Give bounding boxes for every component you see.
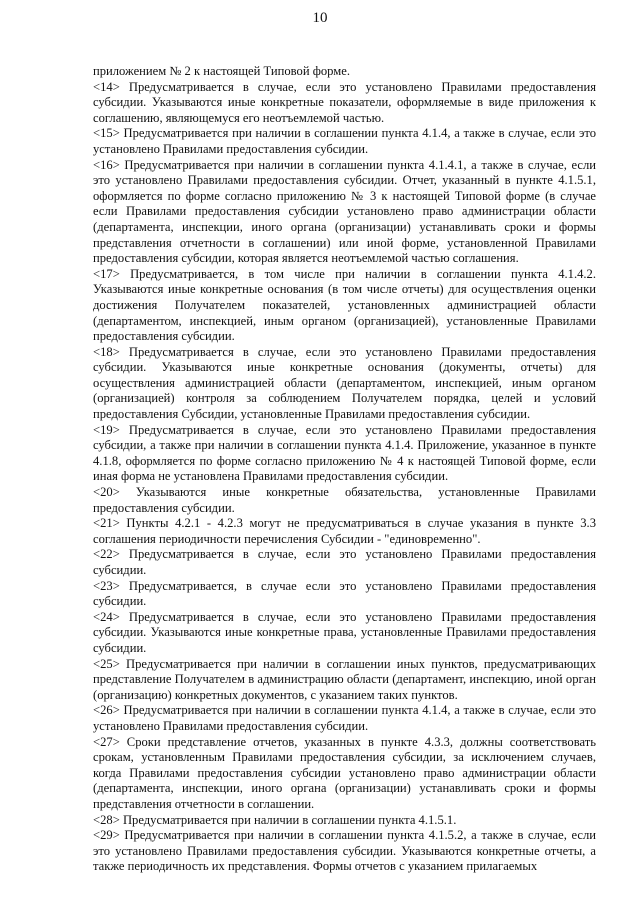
footnote-22: <22> Предусматривается в случае, если это установлено Правилами предоставления субсидии. [93, 547, 596, 577]
footnote-17: <17> Предусматривается, в том числе при наличии в соглашении пункта 4.1.4.2. Указываются иные конкретные основания (в том числе отчеты) для осуществления оценки достижения Получателем показателей, установленных администрацией области (департаментом, инспекцией, иным органом (организацией), установленные Правилами предоставления субсидии. [93, 266, 596, 344]
footnote-23: <23> Предусматривается, в случае если это установлено Правилами предоставления субсидии. [93, 578, 596, 609]
footnote-15: <15> Предусматривается при наличии в соглашении пункта 4.1.4, а также в случае, если это установлено Правилами предоставления субсидии. [93, 126, 596, 156]
footnote-21: <21> Пункты 4.2.1 - 4.2.3 могут не предусматриваться в случае указания в пункте 3.3 соглашения периодичности перечисления Субсидии - "единовременно". [93, 516, 596, 546]
footnote-16: <16> Предусматривается при наличии в соглашении пункта 4.1.4.1, а также в случае, если это установлено Правилами предоставления субсидии. Отчет, указанный в пункте 4.1.5.1, оформляется по форме согласно приложению № 3 к настоящей Типовой форме (в случае если Правилами предоставления субсидии установлено право администрации области (департамента, инспекции, иного органа (организации) устанавливать сроки и формы представления отчетности в соглашении) или иной форме, установленной Правилами предоставления субсидии, которая является неотъемлемой частью соглашения. [93, 157, 596, 266]
footnote-18: <18> Предусматривается в случае, если это установлено Правилами предоставления субсидии. Указываются иные конкретные основания (документы, отчеты) для осуществления администрацией области (департаментом, инспекцией, иным органом (организацией) контроля за соблюдением Получателем порядка, целей и условий предоставления Субсидии, установленные Правилами предоставления субсидии. [93, 344, 596, 422]
footnote-19: <19> Предусматривается в случае, если это установлено Правилами предоставления субсидии, а также при наличии в соглашении пункта 4.1.4. Приложение, указанное в пункте 4.1.8, оформляется по форме согласно приложению № 4 к настоящей Типовой форме, если иная форма не установлена Правилами предоставления субсидии. [93, 422, 596, 484]
footnote-29: <29> Предусматривается при наличии в соглашении пункта 4.1.5.2, а также в случае, если это установлено Правилами предоставления субсидии. Указываются конкретные отчеты, а также периодичность их представления. Формы отчетов с указанием прилагаемых [93, 828, 596, 874]
footnote-28: <28> Предусматривается при наличии в соглашении пункта 4.1.5.1. [93, 812, 457, 827]
page-number: 10 [312, 10, 328, 26]
footnote-14: <14> Предусматривается в случае, если это установлено Правилами предоставления субсидии. Указываются иные конкретные показатели, оформляемые в виде приложения к соглашению, являющемуся его неотъемлемой частью. [93, 79, 596, 125]
footnotes-body [93, 64, 596, 875]
footnote-25: <25> Предусматривается при наличии в соглашении иных пунктов, предусматривающих представление Получателем в администрацию области (департамент, инспекцию, иной орган (организацию) конкретных документов, с указанием таких пунктов. [93, 656, 596, 702]
footnote-continuation: приложением № 2 к настоящей Типовой форме. [93, 64, 350, 78]
footnote-24: <24> Предусматривается в случае, если это установлено Правилами предоставления субсидии. Указываются иные конкретные права, установленные Правилами предоставления субсидии. [93, 609, 596, 655]
footnote-26: <26> Предусматривается при наличии в соглашении пункта 4.1.4, а также в случае, если это установлено Правилами предоставления субсидии. [93, 703, 596, 733]
footnote-20: <20> Указываются иные конкретные обязательства, установленные Правилами предоставления субсидии. [93, 485, 596, 515]
footnote-27: <27> Сроки представление отчетов, указанных в пункте 4.3.3, должны соответствовать срокам, установленным Правилами предоставления субсидии, за исключением случаев, когда Правилами предоставления субсидии установлено право администрации области (департамента, инспекции, иного органа (организации) устанавливать сроки и формы представления отчетности в соглашении. [93, 734, 596, 811]
